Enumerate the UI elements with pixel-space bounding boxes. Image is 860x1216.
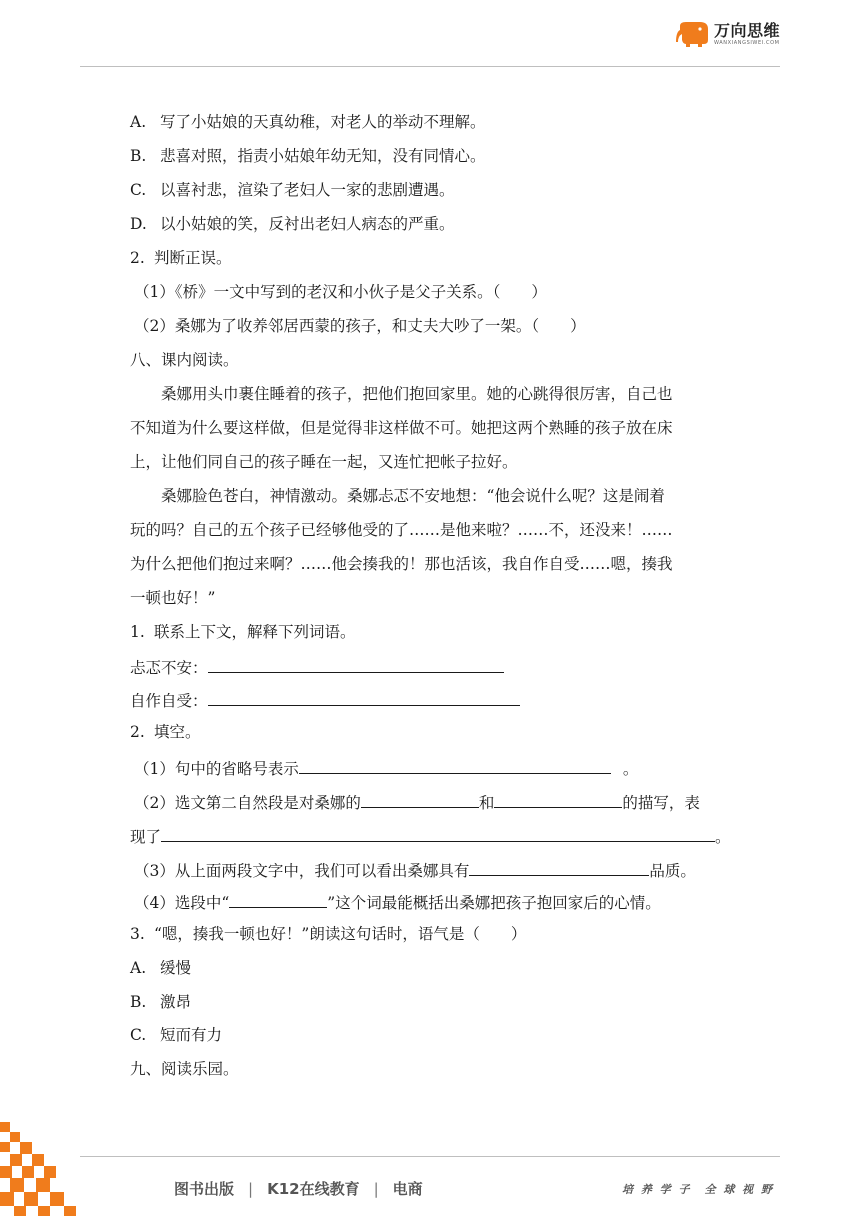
answer-blank[interactable] [229,890,327,908]
option-c: C. 以喜衬悲，渲染了老妇人一家的悲剧遭遇。 [130,181,455,199]
passage-line: 一顿也好！” [130,589,216,607]
fill-item-4: （4）选段中“ ”这个词最能概括出桑娜把孩子抱回家后的心情。 [134,890,661,913]
option-a: A. 写了小姑娘的天真幼稚，对老人的举动不理解。 [130,113,486,131]
passage-line: 不知道为什么要这样做，但是觉得非这样做不可。她把这两个熟睡的孩子放在床 [130,419,673,437]
answer-blank[interactable] [299,756,611,774]
section-9-heading: 九、阅读乐园。 [130,1060,239,1078]
answer-blank[interactable] [361,790,479,808]
fill-item-1: （1）句中的省略号表示 。 [134,756,638,779]
option-b: B. 激昂 [130,993,192,1011]
question-3-heading: 3. “嗯，揍我一顿也好！”朗读这句话时，语气是（ ） [130,925,527,943]
question-2-heading: 2. 判断正误。 [130,249,232,267]
logo-text: 万向思维 [714,21,781,40]
answer-blank[interactable] [469,858,649,876]
footer-business-lines [174,1178,423,1199]
fill-item-2-cont: 现了 。 [130,824,731,847]
passage-line: 上，让他们同自己的孩子睡在一起，又连忙把帐子拉好。 [130,453,518,471]
footer-divider [80,1156,780,1157]
brand-logo [676,20,780,48]
word-explain-2: 自作自受： [130,688,520,711]
footer-separator: | [373,1180,379,1198]
logo-subtext: WANXIANGSIWEI.COM [714,40,780,46]
fill-item-3: （3）从上面两段文字中，我们可以看出桑娜具有 品质。 [134,858,696,881]
answer-blank[interactable] [161,824,715,842]
answer-blank[interactable] [208,688,520,706]
passage-line: 桑娜脸色苍白，神情激动。桑娜忐忑不安地想：“他会说什么呢？这是闹着 [130,487,665,505]
answer-blank[interactable] [494,790,622,808]
footer-item: 电商 [392,1180,423,1198]
footer-item: 图书出版 [174,1180,235,1198]
option-c: C. 短而有力 [130,1026,223,1044]
section-8-heading: 八、课内阅读。 [130,351,239,369]
answer-blank[interactable] [208,655,504,673]
elephant-logo-icon [676,20,712,48]
passage-line: 为什么把他们抱过来啊？……他会揍我的！那也活该，我自作自受……嗯，揍我 [130,555,673,573]
orange-checker-decoration [0,1122,100,1216]
header-divider [80,66,780,67]
word-explain-1: 忐忑不安： [130,655,504,678]
passage-line: 玩的吗？自己的五个孩子已经够他受的了……是他来啦？……不，还没来！…… [130,521,673,539]
footer-slogan: 培 养 学 子 全 球 视 野 [622,1183,774,1196]
question-1-heading: 1. 联系上下文，解释下列词语。 [130,623,356,641]
option-b: B. 悲喜对照，指责小姑娘年幼无知，没有同情心。 [130,147,486,165]
footer-item: K12在线教育 [267,1180,360,1198]
passage-line: 桑娜用头巾裹住睡着的孩子，把他们抱回家里。她的心跳得很厉害，自己也 [130,385,673,403]
fill-blank-heading: 2. 填空。 [130,723,201,741]
option-a: A. 缓慢 [130,959,192,977]
fill-item-2: （2）选文第二自然段是对桑娜的 和 的描写，表 [134,790,700,813]
footer-separator: | [248,1180,254,1198]
option-d: D. 以小姑娘的笑，反衬出老妇人病态的严重。 [130,215,455,233]
true-false-item-2: （2）桑娜为了收养邻居西蒙的孩子，和丈夫大吵了一架。（ ） [134,317,586,335]
true-false-item-1: （1）《桥》一文中写到的老汉和小伙子是父子关系。（ ） [134,283,547,301]
